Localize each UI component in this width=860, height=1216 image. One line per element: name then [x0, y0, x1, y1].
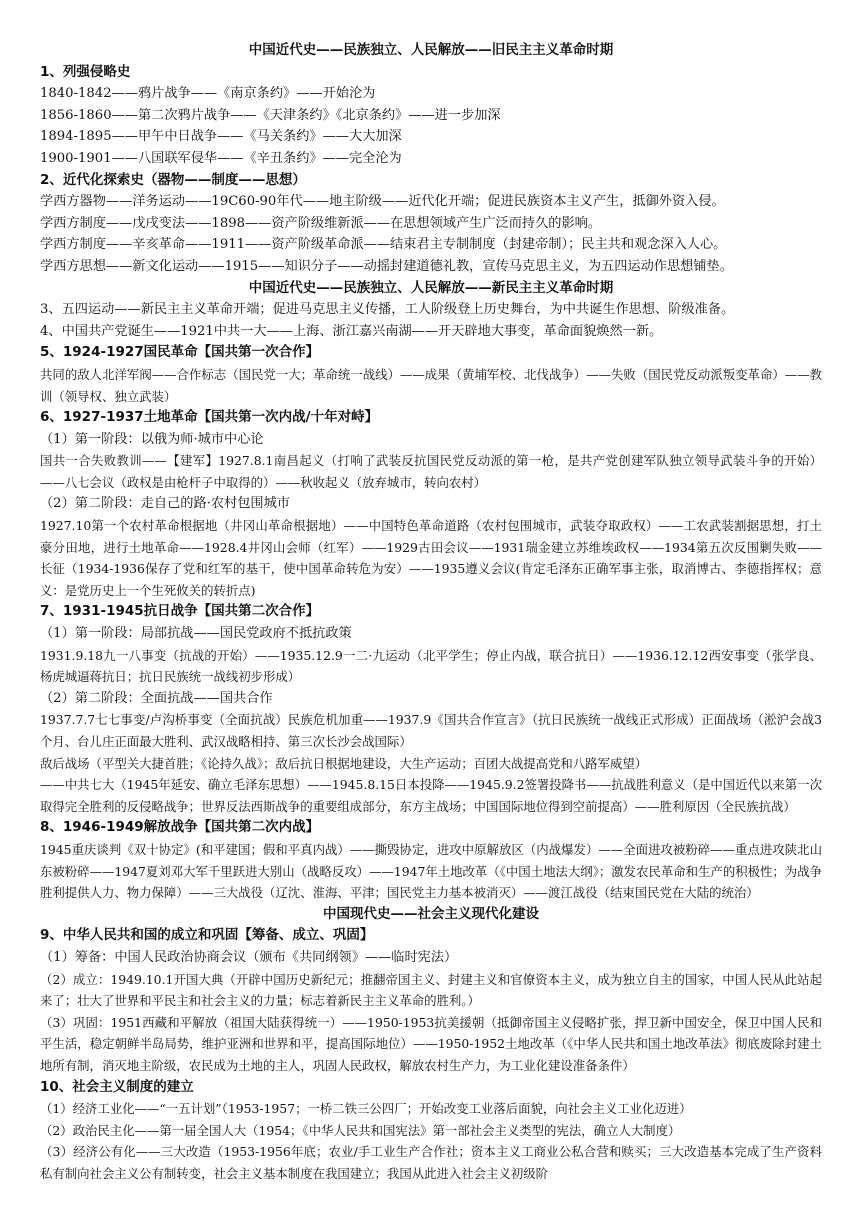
document-page	[40, 40, 822, 1184]
paragraph: 国共一合失败教训——【建军】1927.8.1南昌起义（打响了武装反抗国民党反动派的第一枪，是共产党创建军队独立领导武装斗争的开始）——八七会议（政权是由枪杆子中取得的）——秋收起义（放弃城市，转向农村）	[40, 453, 822, 490]
paragraph: 1931.9.18九一八事变（抗战的开始）——1935.12.9一二·九运动（北平学生；停止内战，联合抗日）——1936.12.12西安事变（张学良、杨虎城逼蒋抗日；抗日民族统一战线初步形成）	[40, 647, 822, 685]
paragraph: 3、五四运动——新民主主义革命开端；促进马克思主义传播，工人阶级登上历史舞台，为中共诞生作思想、阶级准备。	[40, 302, 735, 318]
paragraph: （1）第一阶段：局部抗战——国民党政府不抵抗政策	[40, 626, 352, 642]
paragraph: （2）第二阶段：全面抗战——国共合作	[40, 690, 273, 706]
paragraph: （2）第二阶段：走自己的路·农村包围城市	[40, 496, 290, 512]
paragraph: 学西方制度——辛亥革命——1911——资产阶级革命派——结束君主专制制度（封建帝制）；民主共和观念深入人心。	[40, 237, 727, 253]
paragraph: 1856-1860——第二次鸦片战争——《天津条约》《北京条约》——进一步加深	[40, 107, 501, 123]
paragraph: 4、中国共产党诞生——1921中共一大——上海、浙江嘉兴南湖——开天辟地大事变，革命面貌焕然一新。	[40, 323, 663, 339]
section-heading-10: 10、社会主义制度的建立	[40, 1078, 194, 1095]
section-heading-1: 1、列强侵略史	[40, 63, 131, 80]
paragraph: （1）筹备：中国人民政治协商会议（颁布《共同纲领》——临时宪法）	[40, 949, 458, 965]
paragraph: （1）第一阶段：以俄为师·城市中心论	[40, 431, 264, 447]
paragraph: 共同的敌人北洋军阀——合作标志（国民党一大；革命统一战线）——成果（黄埔军校、北伐战争）——失败（国民党反动派叛变革命）——教训（领导权、独立武装）	[40, 366, 822, 404]
heading-contemporary: 中国现代史——社会主义现代化建设	[323, 905, 539, 922]
paragraph: 1937.7.7七七事变/卢沟桥事变（全面抗战）民族危机加重——1937.9《国共合作宣言》（抗日民族统一战线正式形成）正面战场（淞沪会战3个月、台儿庄正面最大胜利、武汉战略相持、第三次长沙会战国际）	[40, 712, 822, 749]
paragraph: （2）政治民主化——第一届全国人大（1954；《中华人民共和国宪法》第一部社会主义类型的宪法，确立人大制度）	[40, 1122, 681, 1138]
paragraph: （3）巩固：1951西藏和平解放（祖国大陆获得统一）——1950-1953抗美援朝（抵御帝国主义侵略扩张，捍卫新中国安全，保卫中国人民和平生活，稳定朝鲜半岛局势，维护亚洲和世界和平，提高国际地位）——1950-1952土地改革（《中华人民共和国土地改革法》彻底废除封建土地所有制，消灭地主阶级，农民成为土地的主人，巩固人民政权，解放农村生产力，为工业化建设准备条件）	[40, 1014, 822, 1073]
paragraph: 1945重庆谈判《双十协定》(和平建国；假和平真内战）——撕毁协定，进攻中原解放区（内战爆发）——全面进攻被粉碎——重点进攻陕北山东被粉碎——1947夏刘邓大军千里跃进大别山（战略反攻）——1947年土地改革（《中国土地法大纲》；激发农民革命和生产的积极性；为战争胜利提供人力、物力保障）——三大战役（辽沈、淮海、平津；国民党主力基本被消灭）——渡江战役（结束国民党在大陆的统治）	[40, 841, 822, 901]
section-heading-2: 2、近代化探索史（器物——制度——思想）	[40, 171, 306, 188]
paragraph: 1927.10第一个农村革命根据地（井冈山革命根据地）——中国特色革命道路（农村包围城市，武装夺取政权）——工农武装割据思想，打土豪分田地，进行土地革命——1928.4井冈山会师（红军）——1929古田会议——1931瑞金建立苏维埃政权——1934第五次反围剿失败——长征（1934-1936保存了党和红军的基干，使中国革命转危为安）——1935遵义会议(肯定毛泽东正确军事主张，取消博古、李德指挥权；意义：是党历史上一个生死攸关的转折点)	[40, 518, 822, 598]
paragraph: 学西方思想——新文化运动——1915——知识分子——动摇封建道德礼教，宣传马克思主义，为五四运动作思想铺垫。	[40, 258, 733, 274]
paragraph: （1）经济工业化——“一五计划”（1953-1957；一桥二铁三公四厂；开始改变工业落后面貌，向社会主义工业化迈进）	[40, 1101, 692, 1117]
heading-modern-old-democratic: 中国近代史——民族独立、人民解放——旧民主主义革命时期	[248, 42, 614, 58]
section-heading-9: 9、中华人民共和国的成立和巩固【筹备、成立、巩固】	[40, 927, 374, 944]
paragraph: （2）成立：1949.10.1开国大典（开辟中国历史新纪元；推翻帝国主义、封建主义和官僚资本主义，成为独立自主的国家，中国人民从此站起来了；壮大了世界和平民主和社会主义的力量；标志着新民主主义革命的胜利。）	[40, 971, 822, 1009]
heading-modern-new-democratic: 中国近代史——民族独立、人民解放——新民主主义革命时期	[248, 279, 614, 296]
paragraph: 1894-1895——甲午中日战争——《马关条约》——大大加深	[40, 129, 402, 145]
section-heading-8: 8、1946-1949解放战争【国共第二次内战】	[40, 819, 320, 836]
paragraph: 1840-1842——鸦片战争——《南京条约》——开始沦为	[40, 86, 376, 102]
paragraph: ——中共七大（1945年延安、确立毛泽东思想）——1945.8.15日本投降——1945.9.2签署投降书——抗战胜利意义（是中国近代以来第一次取得完全胜利的反侵略战争；世界反法西斯战争的重要组成部分，东方主战场；中国国际地位得到空前提高）——胜利原因（全民族抗战）	[40, 777, 822, 814]
section-heading-7: 7、1931-1945抗日战争【国共第二次合作】	[40, 603, 320, 620]
paragraph: （3）经济公有化——三大改造（1953-1956年底；农业/手工业生产合作社；资本主义工商业公私合营和赎买；三大改造基本完成了生产资料私有制向社会主义公有制转变，社会主义基本制度在我国建立；我国从此进入社会主义初级阶	[40, 1144, 822, 1181]
paragraph: 敌后战场（平型关大捷首胜；《论持久战》；敌后抗日根据地建设，大生产运动；百团大战提高党和八路军威望）	[40, 755, 648, 771]
paragraph: 1900-1901——八国联军侵华——《辛丑条约》——完全沦为	[40, 150, 402, 166]
section-heading-5: 5、1924-1927国民革命【国共第一次合作】	[40, 344, 320, 361]
section-heading-6: 6、1927-1937土地革命【国共第一次内战/十年对峙】	[40, 409, 379, 426]
paragraph: 学西方器物——洋务运动——19C60-90年代——地主阶级——近代化开端；促进民族资本主义产生，抵御外资入侵。	[40, 194, 725, 210]
paragraph: 学西方制度——戊戌变法——1898——资产阶级维新派——在思想领域产生广泛而持久的影响。	[40, 215, 602, 231]
